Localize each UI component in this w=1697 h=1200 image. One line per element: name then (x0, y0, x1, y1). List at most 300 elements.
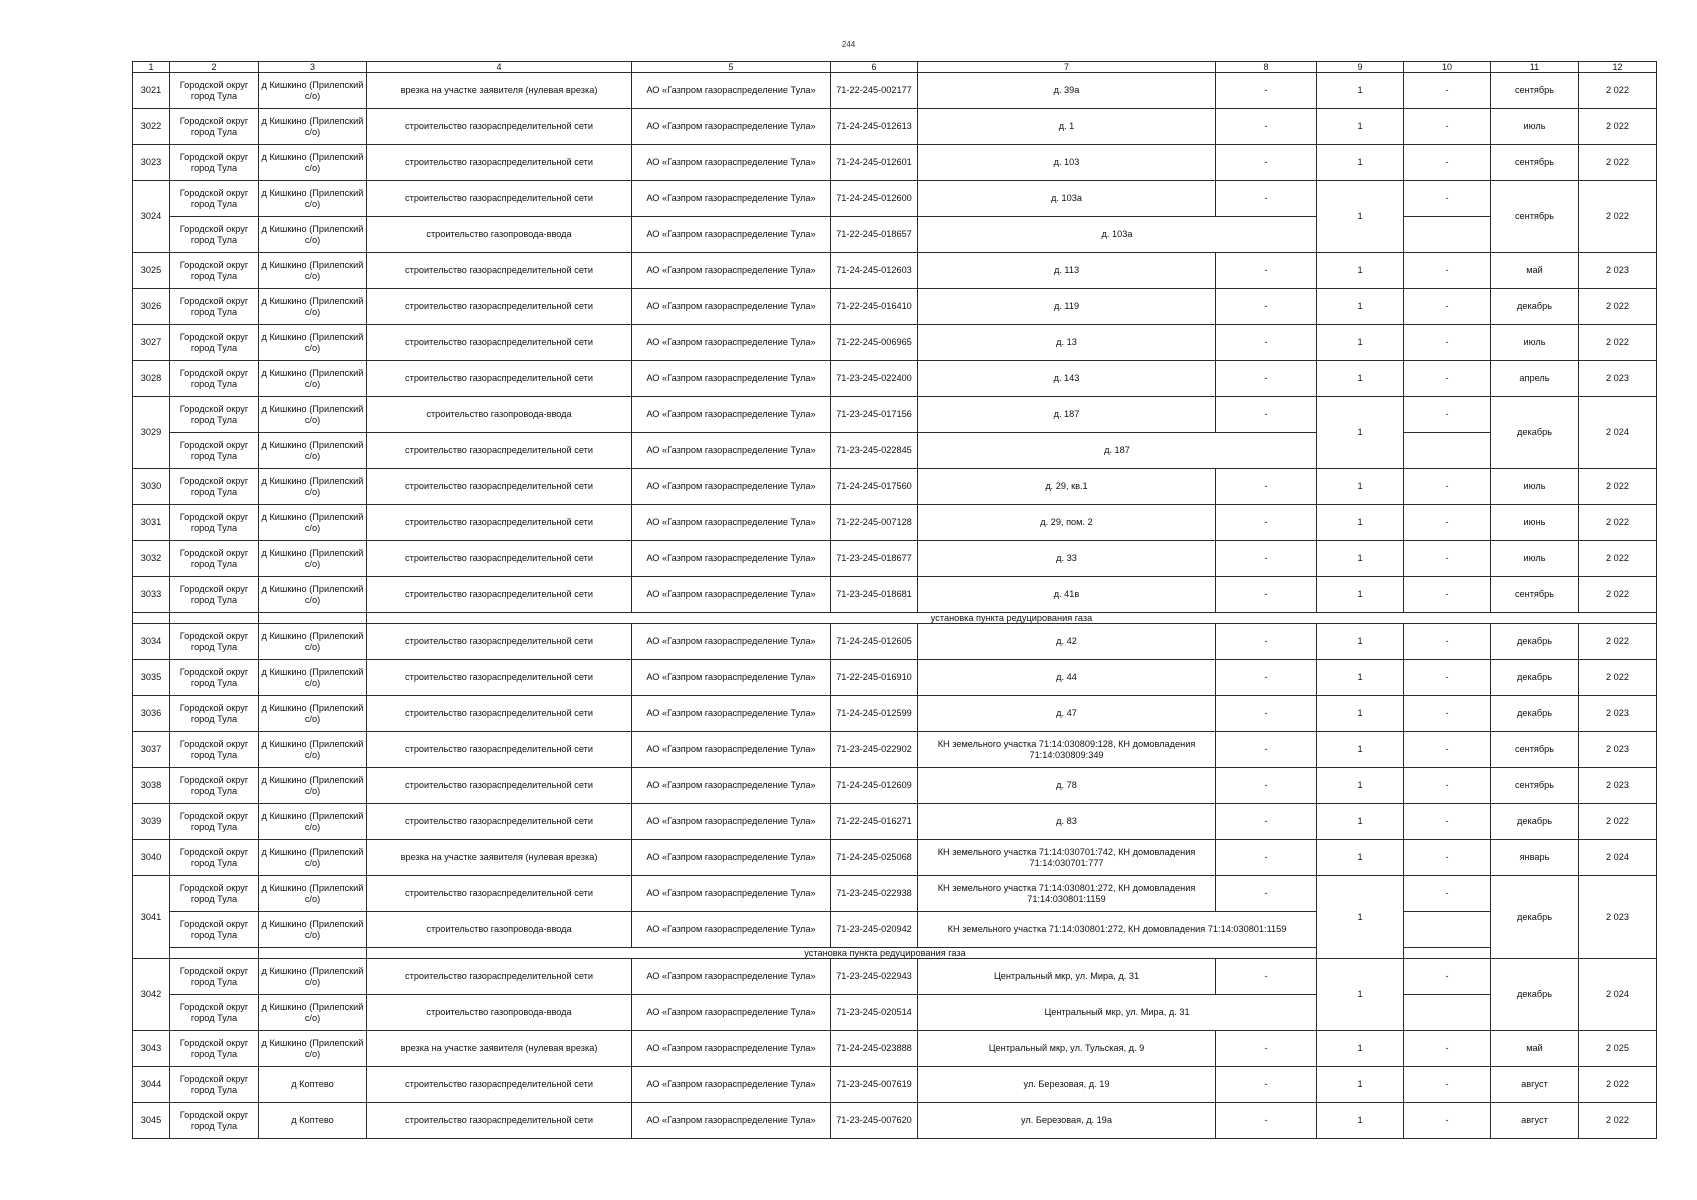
cell-month: декабрь (1491, 876, 1579, 959)
cell-col9: 1 (1317, 1067, 1404, 1103)
cell-organization: АО «Газпром газораспределение Тула» (632, 325, 831, 361)
table-row (133, 660, 1657, 696)
cell-month: май (1491, 253, 1579, 289)
cell-year: 2 024 (1579, 840, 1657, 876)
cell-code: 71-24-245-012603 (831, 253, 918, 289)
cell-settlement: д Кишкино (Прилепский с/о) (259, 505, 367, 541)
cell-organization: АО «Газпром газораспределение Тула» (632, 73, 831, 109)
cell-col9: 1 (1317, 253, 1404, 289)
cell-organization: АО «Газпром газораспределение Тула» (632, 959, 831, 995)
cell-work-type: строительство газораспределительной сети (367, 696, 632, 732)
header-cell-4: 4 (367, 62, 632, 73)
table-row (133, 624, 1657, 660)
cell-address: д. 83 (918, 804, 1216, 840)
cell-month: август (1491, 1067, 1579, 1103)
cell-number: 3045 (133, 1103, 170, 1139)
cell-col9: 1 (1317, 325, 1404, 361)
cell-col8: - (1216, 876, 1317, 912)
cell-number: 3034 (133, 624, 170, 660)
cell-organization: АО «Газпром газораспределение Тула» (632, 217, 831, 253)
cell-month: декабрь (1491, 397, 1579, 469)
cell-month: январь (1491, 840, 1579, 876)
cell-col8: - (1216, 397, 1317, 433)
table-body (133, 62, 1657, 1139)
cell-col10: - (1404, 1103, 1491, 1139)
cell-month: апрель (1491, 361, 1579, 397)
cell-number: 3043 (133, 1031, 170, 1067)
cell-address: д. 13 (918, 325, 1216, 361)
cell-settlement: д Кишкино (Прилепский с/о) (259, 732, 367, 768)
table-row (133, 804, 1657, 840)
table-row (133, 325, 1657, 361)
table-row (133, 959, 1657, 995)
header-cell-9: 9 (1317, 62, 1404, 73)
cell-work-type: строительство газораспределительной сети (367, 1103, 632, 1139)
cell-month: сентябрь (1491, 768, 1579, 804)
cell-col10: - (1404, 109, 1491, 145)
cell-number (133, 613, 170, 624)
cell-year: 2 022 (1579, 541, 1657, 577)
cell-work-type: строительство газопровода-ввода (367, 217, 632, 253)
table-row (133, 253, 1657, 289)
cell-organization: АО «Газпром газораспределение Тула» (632, 912, 831, 948)
cell-settlement: д Кишкино (Прилепский с/о) (259, 959, 367, 995)
cell-col8: - (1216, 109, 1317, 145)
cell-district: Городской округ город Тула (170, 995, 259, 1031)
cell-number: 3036 (133, 696, 170, 732)
cell-settlement: д Кишкино (Прилепский с/о) (259, 217, 367, 253)
cell-address: д. 29, пом. 2 (918, 505, 1216, 541)
cell-settlement: д Кишкино (Прилепский с/о) (259, 768, 367, 804)
cell-code: 71-22-245-007128 (831, 505, 918, 541)
cell-address: д. 39а (918, 73, 1216, 109)
cell-number: 3028 (133, 361, 170, 397)
cell-col10: - (1404, 624, 1491, 660)
cell-work-type: строительство газораспределительной сети (367, 325, 632, 361)
cell-month: декабрь (1491, 660, 1579, 696)
cell-organization: АО «Газпром газораспределение Тула» (632, 253, 831, 289)
cell-year: 2 022 (1579, 325, 1657, 361)
cell-settlement: д Кишкино (Прилепский с/о) (259, 73, 367, 109)
cell-year: 2 025 (1579, 1031, 1657, 1067)
header-cell-5: 5 (632, 62, 831, 73)
table-row (133, 732, 1657, 768)
cell-col8: - (1216, 145, 1317, 181)
table-row (133, 73, 1657, 109)
cell-settlement: д Кишкино (Прилепский с/о) (259, 253, 367, 289)
cell-number: 3027 (133, 325, 170, 361)
table-row (133, 289, 1657, 325)
cell-district: Городской округ город Тула (170, 912, 259, 948)
cell-col9: 1 (1317, 876, 1404, 959)
cell-code: 71-22-245-006965 (831, 325, 918, 361)
cell-district: Городской округ город Тула (170, 289, 259, 325)
cell-col10: - (1404, 73, 1491, 109)
table-row (133, 696, 1657, 732)
cell-address: КН земельного участка 71:14:030701:742, КН домовладения 71:14:030701:777 (918, 840, 1216, 876)
cell-number: 3035 (133, 660, 170, 696)
table-row (133, 505, 1657, 541)
cell-number: 3040 (133, 840, 170, 876)
cell-col8: - (1216, 289, 1317, 325)
cell-col10: - (1404, 145, 1491, 181)
cell-col9: 1 (1317, 145, 1404, 181)
cell-address: д. 143 (918, 361, 1216, 397)
cell-address: д. 44 (918, 660, 1216, 696)
cell-year: 2 022 (1579, 145, 1657, 181)
cell-col10: - (1404, 541, 1491, 577)
cell-year: 2 022 (1579, 73, 1657, 109)
cell-code: 71-22-245-016271 (831, 804, 918, 840)
cell-settlement (259, 613, 367, 624)
cell-organization: АО «Газпром газораспределение Тула» (632, 145, 831, 181)
cell-code: 71-24-245-012601 (831, 145, 918, 181)
cell-year: 2 023 (1579, 876, 1657, 959)
cell-col9: 1 (1317, 361, 1404, 397)
cell-code: 71-24-245-023888 (831, 1031, 918, 1067)
cell-year: 2 023 (1579, 361, 1657, 397)
cell-month: июль (1491, 541, 1579, 577)
cell-month: сентябрь (1491, 73, 1579, 109)
cell-address: д. 78 (918, 768, 1216, 804)
cell-month: июль (1491, 109, 1579, 145)
cell-address: д. 47 (918, 696, 1216, 732)
cell-organization: АО «Газпром газораспределение Тула» (632, 876, 831, 912)
cell-work-type: строительство газораспределительной сети (367, 289, 632, 325)
cell-address: д. 33 (918, 541, 1216, 577)
cell-settlement: д Кишкино (Прилепский с/о) (259, 1031, 367, 1067)
cell-district: Городской округ город Тула (170, 732, 259, 768)
cell-settlement: д Кишкино (Прилепский с/о) (259, 181, 367, 217)
cell-month: сентябрь (1491, 577, 1579, 613)
cell-col9: 1 (1317, 577, 1404, 613)
cell-col8: - (1216, 541, 1317, 577)
cell-col8: - (1216, 1103, 1317, 1139)
cell-address: д. 42 (918, 624, 1216, 660)
cell-code: 71-23-245-007620 (831, 1103, 918, 1139)
cell-col8: - (1216, 325, 1317, 361)
cell-work-type: строительство газораспределительной сети (367, 876, 632, 912)
cell-code: 71-24-245-017560 (831, 469, 918, 505)
cell-col8: - (1216, 804, 1317, 840)
cell-settlement: д Кишкино (Прилепский с/о) (259, 912, 367, 948)
cell-month: июнь (1491, 505, 1579, 541)
table-row (133, 469, 1657, 505)
cell-address: д. 29, кв.1 (918, 469, 1216, 505)
cell-month: сентябрь (1491, 732, 1579, 768)
cell-organization: АО «Газпром газораспределение Тула» (632, 1067, 831, 1103)
cell-settlement: д Кишкино (Прилепский с/о) (259, 624, 367, 660)
cell-organization: АО «Газпром газораспределение Тула» (632, 541, 831, 577)
header-cell-12: 12 (1579, 62, 1657, 73)
cell-district: Городской округ город Тула (170, 181, 259, 217)
cell-number: 3025 (133, 253, 170, 289)
cell-col9: 1 (1317, 1031, 1404, 1067)
cell-month: сентябрь (1491, 181, 1579, 253)
cell-work-type: строительство газораспределительной сети (367, 577, 632, 613)
cell-col10: - (1404, 181, 1491, 217)
cell-col9: 1 (1317, 397, 1404, 469)
cell-col10: - (1404, 840, 1491, 876)
cell-work-type: строительство газораспределительной сети (367, 804, 632, 840)
cell-code: 71-24-245-012609 (831, 768, 918, 804)
cell-district: Городской округ город Тула (170, 73, 259, 109)
table-row (133, 397, 1657, 433)
table-row (133, 876, 1657, 912)
cell-col9: 1 (1317, 181, 1404, 253)
cell-year: 2 023 (1579, 253, 1657, 289)
cell-work-type: строительство газораспределительной сети (367, 469, 632, 505)
cell-number: 3031 (133, 505, 170, 541)
cell-col10 (1404, 948, 1491, 959)
cell-address: Центральный мкр, ул. Тульская, д. 9 (918, 1031, 1216, 1067)
cell-work-type: врезка на участке заявителя (нулевая врезка) (367, 73, 632, 109)
cell-district: Городской округ город Тула (170, 361, 259, 397)
cell-work-type: строительство газораспределительной сети (367, 660, 632, 696)
cell-organization: АО «Газпром газораспределение Тула» (632, 804, 831, 840)
cell-number: 3038 (133, 768, 170, 804)
cell-district: Городской округ город Тула (170, 541, 259, 577)
cell-organization: АО «Газпром газораспределение Тула» (632, 361, 831, 397)
cell-code: 71-24-245-012605 (831, 624, 918, 660)
cell-month: декабрь (1491, 804, 1579, 840)
cell-organization: АО «Газпром газораспределение Тула» (632, 696, 831, 732)
cell-col9: 1 (1317, 660, 1404, 696)
cell-month: декабрь (1491, 624, 1579, 660)
cell-number: 3041 (133, 876, 170, 959)
cell-organization: АО «Газпром газораспределение Тула» (632, 397, 831, 433)
cell-settlement: д Коптево (259, 1067, 367, 1103)
cell-col8: - (1216, 181, 1317, 217)
registry-table (132, 61, 1657, 1139)
cell-work-type: строительство газораспределительной сети (367, 433, 632, 469)
cell-district: Городской округ город Тула (170, 624, 259, 660)
cell-address: д. 187 (918, 397, 1216, 433)
cell-year: 2 022 (1579, 577, 1657, 613)
cell-col9: 1 (1317, 804, 1404, 840)
cell-col10: - (1404, 1067, 1491, 1103)
cell-code: 71-23-245-022902 (831, 732, 918, 768)
cell-settlement: д Коптево (259, 1103, 367, 1139)
cell-settlement: д Кишкино (Прилепский с/о) (259, 145, 367, 181)
cell-district: Городской округ город Тула (170, 433, 259, 469)
cell-number: 3030 (133, 469, 170, 505)
cell-col10 (1404, 995, 1491, 1031)
table-row (133, 1103, 1657, 1139)
cell-year: 2 023 (1579, 732, 1657, 768)
cell-work-type: строительство газораспределительной сети (367, 109, 632, 145)
cell-col9: 1 (1317, 541, 1404, 577)
table-row (133, 109, 1657, 145)
cell-number: 3042 (133, 959, 170, 1031)
cell-settlement: д Кишкино (Прилепский с/о) (259, 469, 367, 505)
cell-col10: - (1404, 469, 1491, 505)
cell-organization: АО «Газпром газораспределение Тула» (632, 624, 831, 660)
cell-district: Городской округ город Тула (170, 217, 259, 253)
cell-number: 3022 (133, 109, 170, 145)
cell-code: 71-24-245-012599 (831, 696, 918, 732)
cell-work-type: строительство газораспределительной сети (367, 1067, 632, 1103)
cell-col9: 1 (1317, 505, 1404, 541)
table-row (133, 361, 1657, 397)
cell-address: д. 103а (918, 217, 1317, 253)
cell-col9: 1 (1317, 959, 1404, 1031)
cell-col8: - (1216, 577, 1317, 613)
cell-address: ул. Березовая, д. 19 (918, 1067, 1216, 1103)
cell-organization: АО «Газпром газораспределение Тула» (632, 577, 831, 613)
cell-organization: АО «Газпром газораспределение Тула» (632, 181, 831, 217)
cell-settlement: д Кишкино (Прилепский с/о) (259, 660, 367, 696)
cell-organization: АО «Газпром газораспределение Тула» (632, 289, 831, 325)
cell-col9: 1 (1317, 624, 1404, 660)
cell-year: 2 023 (1579, 768, 1657, 804)
cell-col8: - (1216, 469, 1317, 505)
table-row (133, 181, 1657, 217)
cell-col9: 1 (1317, 768, 1404, 804)
table-row (133, 217, 1657, 253)
table-row (133, 912, 1657, 948)
cell-number: 3024 (133, 181, 170, 253)
cell-month: июль (1491, 325, 1579, 361)
cell-district: Городской округ город Тула (170, 505, 259, 541)
cell-col8: - (1216, 959, 1317, 995)
cell-col10 (1404, 912, 1491, 948)
cell-col9: 1 (1317, 109, 1404, 145)
cell-code: 71-22-245-016910 (831, 660, 918, 696)
table-row (133, 1031, 1657, 1067)
cell-month: сентябрь (1491, 145, 1579, 181)
cell-work-type: строительство газораспределительной сети (367, 541, 632, 577)
cell-col10: - (1404, 505, 1491, 541)
table-row (133, 1067, 1657, 1103)
cell-address: д. 41в (918, 577, 1216, 613)
cell-col10: - (1404, 696, 1491, 732)
table-row (133, 145, 1657, 181)
header-cell-7: 7 (918, 62, 1216, 73)
cell-district: Городской округ город Тула (170, 397, 259, 433)
cell-settlement: д Кишкино (Прилепский с/о) (259, 840, 367, 876)
cell-number: 3026 (133, 289, 170, 325)
cell-district: Городской округ город Тула (170, 253, 259, 289)
cell-col9: 1 (1317, 840, 1404, 876)
cell-year: 2 022 (1579, 505, 1657, 541)
note-row (133, 948, 1657, 959)
cell-col8: - (1216, 253, 1317, 289)
cell-organization: АО «Газпром газораспределение Тула» (632, 469, 831, 505)
cell-number: 3037 (133, 732, 170, 768)
cell-code: 71-23-245-017156 (831, 397, 918, 433)
header-cell-3: 3 (259, 62, 367, 73)
cell-code: 71-23-245-018681 (831, 577, 918, 613)
cell-col10 (1404, 217, 1491, 253)
cell-col8: - (1216, 624, 1317, 660)
header-row (133, 62, 1657, 73)
header-cell-1: 1 (133, 62, 170, 73)
cell-address: д. 119 (918, 289, 1216, 325)
cell-number: 3021 (133, 73, 170, 109)
table-row (133, 768, 1657, 804)
cell-col10: - (1404, 768, 1491, 804)
cell-address: д. 103 (918, 145, 1216, 181)
cell-month: июль (1491, 469, 1579, 505)
cell-col8: - (1216, 660, 1317, 696)
cell-col8: - (1216, 1031, 1317, 1067)
cell-district: Городской округ город Тула (170, 876, 259, 912)
cell-number: 3044 (133, 1067, 170, 1103)
cell-note: установка пункта редуцирования газа (367, 948, 1404, 959)
cell-col8: - (1216, 768, 1317, 804)
cell-organization: АО «Газпром газораспределение Тула» (632, 1103, 831, 1139)
cell-year: 2 022 (1579, 804, 1657, 840)
cell-work-type: строительство газораспределительной сети (367, 505, 632, 541)
cell-code: 71-23-245-020514 (831, 995, 918, 1031)
cell-district: Городской округ город Тула (170, 696, 259, 732)
cell-number: 3032 (133, 541, 170, 577)
cell-col8: - (1216, 696, 1317, 732)
cell-organization: АО «Газпром газораспределение Тула» (632, 109, 831, 145)
cell-col8: - (1216, 505, 1317, 541)
cell-address: д. 113 (918, 253, 1216, 289)
cell-organization: АО «Газпром газораспределение Тула» (632, 433, 831, 469)
cell-col9: 1 (1317, 289, 1404, 325)
cell-note: установка пункта редуцирования газа (367, 613, 1657, 624)
cell-col10: - (1404, 577, 1491, 613)
cell-work-type: строительство газораспределительной сети (367, 361, 632, 397)
cell-address: д. 187 (918, 433, 1317, 469)
cell-year: 2 022 (1579, 109, 1657, 145)
cell-year: 2 022 (1579, 660, 1657, 696)
cell-settlement: д Кишкино (Прилепский с/о) (259, 325, 367, 361)
header-cell-6: 6 (831, 62, 918, 73)
cell-col8: - (1216, 361, 1317, 397)
cell-settlement (259, 948, 367, 959)
cell-work-type: врезка на участке заявителя (нулевая врезка) (367, 1031, 632, 1067)
cell-work-type: строительство газораспределительной сети (367, 145, 632, 181)
cell-work-type: врезка на участке заявителя (нулевая врезка) (367, 840, 632, 876)
cell-col8: - (1216, 840, 1317, 876)
cell-code: 71-24-245-025068 (831, 840, 918, 876)
cell-settlement: д Кишкино (Прилепский с/о) (259, 289, 367, 325)
cell-col8: - (1216, 732, 1317, 768)
cell-work-type: строительство газораспределительной сети (367, 768, 632, 804)
cell-address: КН земельного участка 71:14:030809:128, КН домовладения 71:14:030809:349 (918, 732, 1216, 768)
cell-district: Городской округ город Тула (170, 109, 259, 145)
cell-work-type: строительство газопровода-ввода (367, 995, 632, 1031)
cell-col10: - (1404, 253, 1491, 289)
cell-settlement: д Кишкино (Прилепский с/о) (259, 577, 367, 613)
cell-col9: 1 (1317, 696, 1404, 732)
cell-settlement: д Кишкино (Прилепский с/о) (259, 876, 367, 912)
cell-code: 71-23-245-018677 (831, 541, 918, 577)
cell-district: Городской округ город Тула (170, 145, 259, 181)
cell-code: 71-22-245-002177 (831, 73, 918, 109)
cell-settlement: д Кишкино (Прилепский с/о) (259, 804, 367, 840)
cell-code: 71-23-245-022400 (831, 361, 918, 397)
cell-settlement: д Кишкино (Прилепский с/о) (259, 109, 367, 145)
cell-year: 2 022 (1579, 181, 1657, 253)
cell-organization: АО «Газпром газораспределение Тула» (632, 768, 831, 804)
cell-district: Городской округ город Тула (170, 1103, 259, 1139)
cell-settlement: д Кишкино (Прилепский с/о) (259, 995, 367, 1031)
cell-col9: 1 (1317, 732, 1404, 768)
cell-district: Городской округ город Тула (170, 1031, 259, 1067)
cell-work-type: строительство газораспределительной сети (367, 253, 632, 289)
cell-organization: АО «Газпром газораспределение Тула» (632, 505, 831, 541)
cell-district: Городской округ город Тула (170, 804, 259, 840)
cell-organization: АО «Газпром газораспределение Тула» (632, 840, 831, 876)
cell-settlement: д Кишкино (Прилепский с/о) (259, 696, 367, 732)
cell-address: д. 1 (918, 109, 1216, 145)
